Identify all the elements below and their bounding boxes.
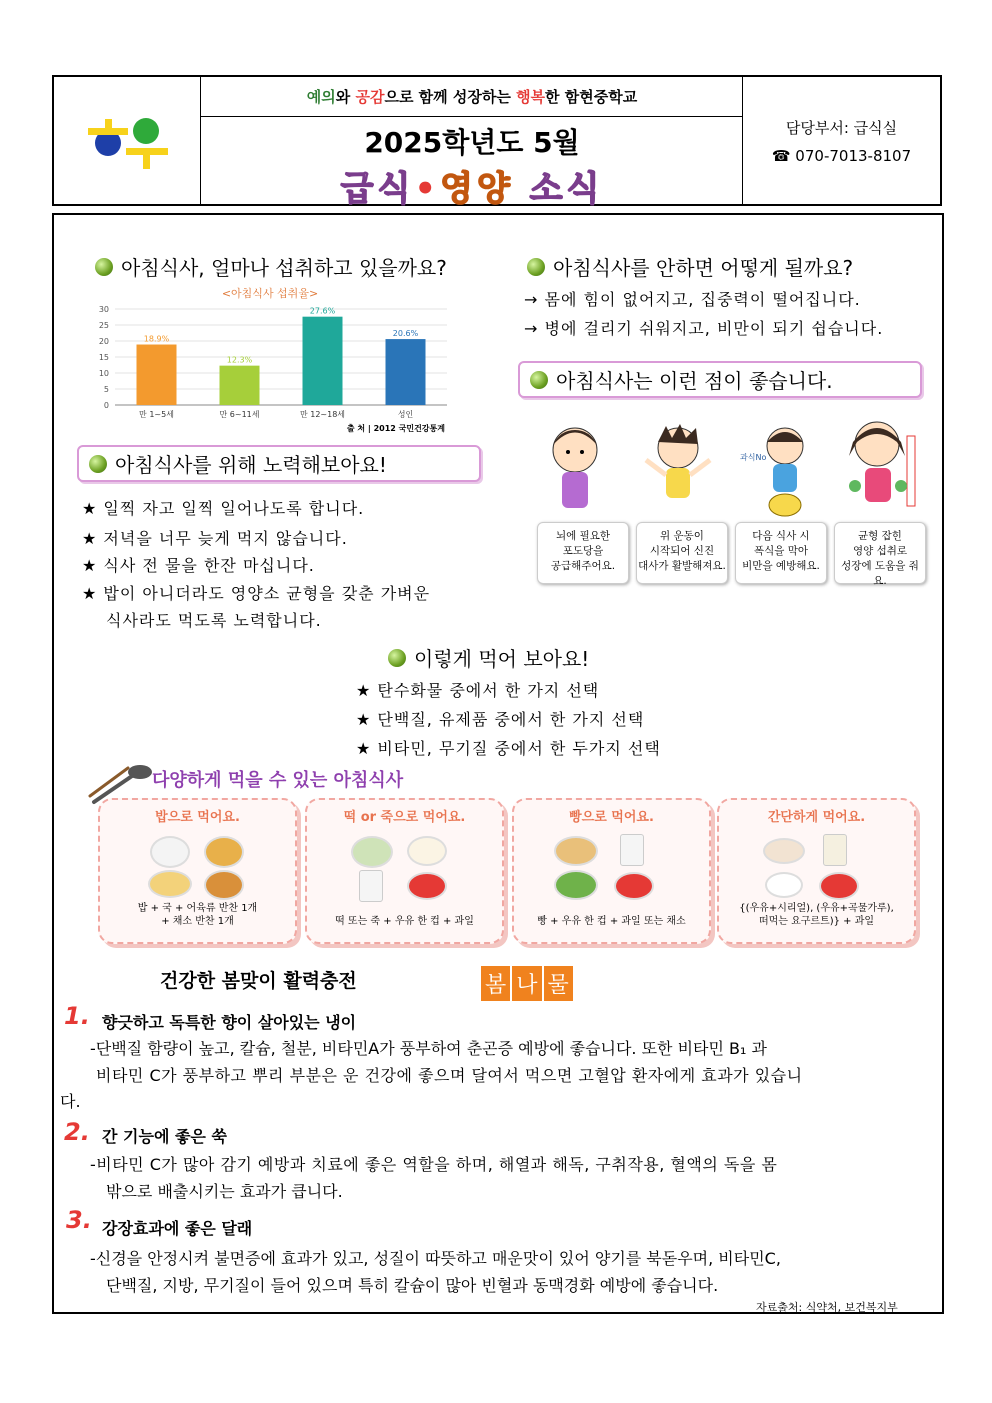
chart-bar — [137, 345, 177, 405]
x-tick-label: 만 12~18세 — [299, 410, 346, 419]
item-heading-2: 간 기능에 좋은 쑥 — [102, 1127, 227, 1146]
how-item-2: ★ 단백질, 유제품 중에서 한 가지 선택 — [356, 710, 645, 729]
skip-effect-2: → 병에 걸리기 쉬워지고, 비만이 되기 쉽습니다. — [524, 319, 884, 338]
panel-caption: 밥 + 국 + 어육류 반찬 1개 + 채소 반찬 1개 — [137, 903, 258, 927]
item-number-2: 2. — [64, 1118, 90, 1146]
yogurt-icon — [765, 872, 803, 898]
kid-no-overeating-illustration — [740, 420, 820, 520]
bullet-ball-icon — [388, 649, 406, 667]
department: 담당부서: 급식실 — [785, 119, 898, 137]
x-tick-label: 만 6~11세 — [219, 410, 260, 419]
item-desc-1-line-2: 비타민 C가 풍부하고 뿌리 부분은 운 건강에 좋으며 달여서 먹으면 고혈압 환자에게 효과가 있습니 — [96, 1066, 803, 1085]
item-heading-3: 강장효과에 좋은 달래 — [102, 1219, 253, 1238]
bar-value-label: 27.6% — [309, 306, 336, 316]
y-tick-label: 10 — [98, 369, 109, 378]
how-item-3: ★ 비타민, 무기질 중에서 한 두가지 선택 — [356, 739, 661, 758]
header-center — [201, 77, 743, 209]
section-skip-breakfast-title: 아침식사를 안하면 어떻게 될까요? — [527, 252, 853, 281]
issue-title: 2025학년도 5월 — [364, 126, 580, 159]
x-tick-label: 성인 — [397, 410, 414, 419]
item-desc-1-line-1: -단백질 함량이 높고, 칼슘, 철분, 비타민A가 풍부하여 춘곤증 예방에 좋습니다. 또한 비타민 B₁ 과 — [90, 1039, 767, 1058]
school-slogan: 예의와 공감으로 함께 성장하는 행복한 함현중학교 — [201, 77, 743, 117]
panel-title: 밥으로 먹어요. — [155, 810, 240, 825]
panel-caption: 빵 + 우유 한 컵 + 과일 또는 채소 — [537, 916, 686, 927]
panel-title: 빵으로 먹어요. — [569, 810, 654, 825]
panel-title: 떡 or 죽으로 먹어요. — [343, 810, 466, 825]
effort-item-2: ★ 저녁을 너무 늦게 먹지 않습니다. — [82, 529, 348, 548]
porridge-icon — [407, 836, 447, 866]
y-tick-label: 25 — [98, 321, 109, 330]
breakfast-banner: 다양하게 먹을 수 있는 아침식사 — [152, 770, 404, 791]
strawberry-icon — [407, 872, 447, 900]
milk-glass-icon — [823, 834, 847, 866]
bullet-ball-icon — [89, 455, 107, 473]
newsletter-header — [52, 75, 942, 209]
kid-growth-illustration — [835, 416, 925, 520]
y-tick-label: 5 — [103, 385, 109, 394]
logo-cell — [54, 77, 201, 204]
strawberry-icon — [819, 872, 859, 900]
item-desc-3-line-1: -신경을 안정시켜 불면증에 효과가 있고, 성질이 따뜻하고 매운맛이 있어 양기를 북돋우며, 비타민C, — [90, 1249, 781, 1268]
section-breakfast-rate-title: 아침식사, 얼마나 섭취하고 있을까요? — [95, 252, 447, 281]
bullet-ball-icon — [95, 258, 113, 276]
effort-item-3: ★ 식사 전 물을 한잔 마십니다. — [82, 556, 315, 575]
x-tick-label: 만 1~5세 — [139, 410, 174, 419]
item-number-1: 1. — [64, 1002, 90, 1030]
strawberry-icon — [614, 872, 654, 900]
soup-bowl-icon — [204, 836, 244, 868]
milk-glass-icon — [620, 834, 644, 866]
rice-bowl-icon — [150, 836, 190, 868]
benefit-card-brain: 뇌에 필요한 포도당을 공급해주어요. — [537, 522, 629, 584]
benefit-card-metabolism: 위 운동이 시작되어 신진 대사가 활발해져요. — [636, 522, 728, 584]
effort-item-4: ★ 밥이 아니더라도 영양소 균형을 갖춘 가벼운 — [82, 584, 431, 603]
section-how-to-eat-title: 이렇게 먹어 보아요! — [388, 643, 589, 672]
spring-badge: 봄 나 물 — [481, 966, 573, 1001]
side-dish-icon — [204, 870, 244, 900]
school-logo — [86, 111, 170, 173]
bullet-ball-icon — [527, 258, 545, 276]
panel-rice — [98, 798, 297, 944]
item-desc-3-line-2: 단백질, 지방, 무기질이 들어 있으며 특히 칼슘이 많아 빈혈과 동맥경화 예방에 좋습니다. — [106, 1276, 719, 1295]
item-number-3: 3. — [66, 1206, 92, 1234]
bullet-ball-icon — [530, 371, 548, 389]
kid-jumping-illustration — [638, 420, 718, 520]
breakfast-rate-chart — [85, 285, 455, 435]
spring-title: 건강한 봄맞이 활력충전 — [160, 970, 357, 992]
header-contact — [743, 77, 940, 204]
chart-bar — [386, 339, 426, 405]
panel-simple — [717, 798, 916, 944]
y-tick-label: 20 — [98, 337, 109, 346]
side-dish-icon — [148, 870, 192, 898]
benefit-card-growth: 균형 잡힌 영양 섭취로 성장에 도움을 줘요. — [834, 522, 926, 584]
panel-caption: {(우유+시리얼), (우유+곡물가루), 떠먹는 요구르트)} + 과일 — [739, 903, 894, 927]
chart-title: <아침식사 섭취율> — [221, 287, 319, 300]
section-benefits-title: 아침식사는 이런 점이 좋습니다. — [518, 361, 922, 398]
milk-glass-icon — [359, 870, 383, 902]
bar-value-label: 12.3% — [226, 355, 253, 365]
chart-bar — [303, 317, 343, 405]
effort-item-4-cont: 식사라도 먹도록 노력합니다. — [106, 611, 322, 630]
newsletter-title: 급식•영양 소식 — [340, 169, 604, 209]
kid-no-label: 과식No — [740, 453, 767, 462]
chart-bar — [220, 366, 260, 405]
cereal-icon — [763, 838, 805, 864]
item-desc-2-line-2: 밖으로 배출시키는 효과가 큽니다. — [106, 1182, 343, 1201]
kid-thinking-illustration — [540, 420, 610, 520]
bar-value-label: 20.6% — [392, 329, 419, 339]
panel-title: 간단하게 먹어요. — [767, 810, 866, 825]
how-item-1: ★ 탄수화물 중에서 한 가지 선택 — [356, 681, 600, 700]
chart-source: 출 처 | 2012 국민건강통계 — [346, 424, 445, 433]
panel-bread — [512, 798, 711, 944]
y-tick-label: 15 — [98, 353, 109, 362]
y-tick-label: 0 — [103, 401, 109, 410]
benefit-card-obesity: 다음 식사 시 폭식을 막아 비만을 예방해요. — [735, 522, 827, 584]
item-heading-1: 향긋하고 독특한 향이 살아있는 냉이 — [102, 1013, 357, 1032]
phone-number: ☎ 070-7013-8107 — [771, 147, 912, 165]
panel-rice-cake — [305, 798, 504, 944]
skip-effect-1: → 몸에 힘이 없어지고, 집중력이 떨어집니다. — [524, 290, 861, 309]
bar-value-label: 18.9% — [143, 334, 170, 344]
section-effort-title: 아침식사를 위해 노력해보아요! — [77, 445, 481, 482]
bread-icon — [554, 836, 598, 866]
salad-icon — [554, 870, 598, 900]
item-desc-2-line-1: -비타민 C가 많아 감기 예방과 치료에 좋은 역할을 하며, 해열과 해독, 구취작용, 혈액의 독을 몸 — [90, 1155, 778, 1174]
rice-cake-icon — [351, 836, 393, 868]
y-tick-label: 30 — [98, 305, 109, 314]
source-credit: 자료출처: 식약처, 보건복지부 — [756, 1301, 898, 1314]
item-desc-1-line-3: 다. — [60, 1092, 81, 1111]
panel-caption: 떡 또는 죽 + 우유 한 컵 + 과일 — [335, 916, 474, 927]
effort-item-1: ★ 일찍 자고 일찍 일어나도록 합니다. — [82, 499, 365, 518]
